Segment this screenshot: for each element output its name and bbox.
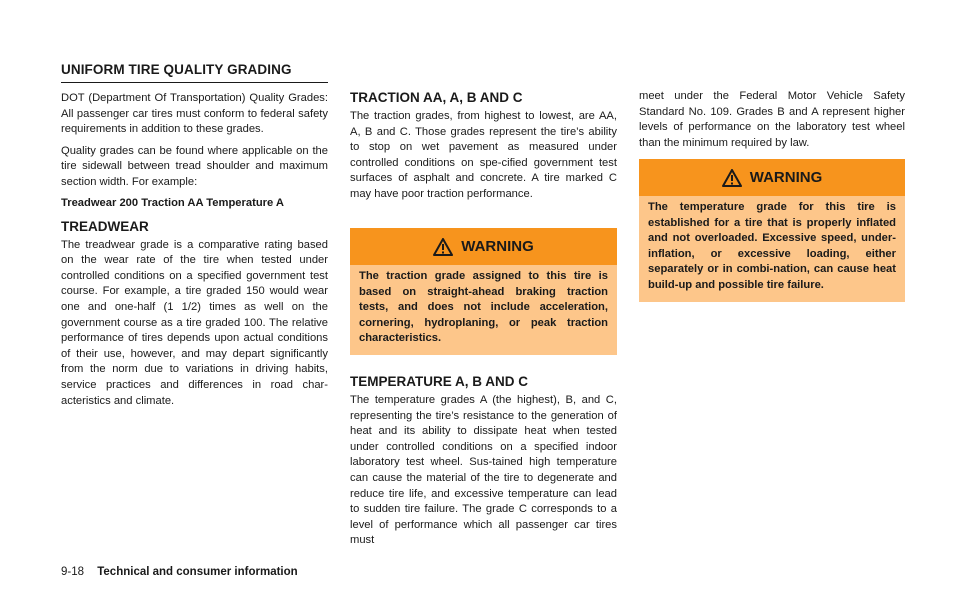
- column-2-body: [350, 90, 617, 209]
- treadwear-heading: TREADWEAR: [61, 218, 149, 234]
- treadwear-paragraph: The treadwear grade is a comparative rating based on the wear rate of the tire when tested under controlled conditions on a specified government test course. For example, a tire graded 150 would wear one and one-half (1 1/2) times as well on the government course as a tire graded 100. The relative performance of tires depends upon actual conditions of their use, however, and may depart significantly from the norm due to variations in driving habits, service practices and differences in road char-acteristics and climate.: [61, 238, 328, 407]
- temperature-paragraph: The temperature grades A (the highest), B, and C, representing the tire’s resistance to the generation of heat and its ability to dissipate heat when tested under controlled conditions on a specified indoor laboratory test wheel. Sus-tained high temperature can cause the material of the tire to degenerate and reduce tire life, and excessive temperature can lead to sudden tire failure. The grade C corresponds to a level of performance which all passenger car tires must: [350, 394, 617, 547]
- location-paragraph: Quality grades can be found where applicable on the tire sidewall between tread shoulder and maximum section width. For example:: [61, 144, 328, 188]
- example-line: Treadwear 200 Traction AA Temperature A: [61, 196, 284, 209]
- continued-paragraph: meet under the Federal Motor Vehicle Safety Standard No. 109. Grades B and A represent higher levels of performance on the laboratory test wheel than the minimum required by law.: [639, 90, 905, 149]
- section-heading: UNIFORM TIRE QUALITY GRADING: [61, 62, 328, 83]
- warning-header: [639, 159, 905, 196]
- page-footer: [61, 566, 298, 578]
- warning-triangle-icon: [722, 169, 742, 187]
- intro-paragraph: DOT (Department Of Transportation) Quality Grades: All passenger car tires must conform to federal safety requirements in addition to these grades.: [61, 92, 328, 136]
- warning-text: The temperature grade for this tire is established for a tire that is properly inflated and not overloaded. Excessive speed, under-inflation, or excessive loading, either separately or in combi-nation, can cause heat build-up and possible tire failure.: [648, 201, 896, 291]
- warning-text: The traction grade assigned to this tire is based on straight-ahead braking traction tests, and does not include acceleration, cornering, hydroplaning, or peak traction characteristics.: [359, 270, 608, 345]
- column-1-body: [61, 91, 328, 415]
- section-title: Technical and consumer information: [97, 566, 298, 578]
- temperature-section: [350, 374, 617, 555]
- warning-triangle-icon: [433, 238, 453, 256]
- warning-title: WARNING: [461, 238, 534, 255]
- traction-warning-box: [350, 228, 617, 355]
- traction-heading: TRACTION AA, A, B AND C: [350, 90, 523, 105]
- temperature-warning-box: [639, 159, 905, 302]
- warning-title: WARNING: [749, 169, 823, 186]
- page-number: 9-18: [61, 566, 85, 578]
- warning-header: [350, 228, 617, 265]
- traction-paragraph: The traction grades, from highest to lowest, are AA, A, B and C. Those grades represent the tire’s ability to stop on wet pavement as measured under controlled conditions on spe-cified government test surfaces of asphalt and concrete. A tire marked C may have poor traction performance.: [350, 110, 617, 200]
- temperature-heading: TEMPERATURE A, B AND C: [350, 374, 528, 389]
- column-3-body: [639, 89, 905, 157]
